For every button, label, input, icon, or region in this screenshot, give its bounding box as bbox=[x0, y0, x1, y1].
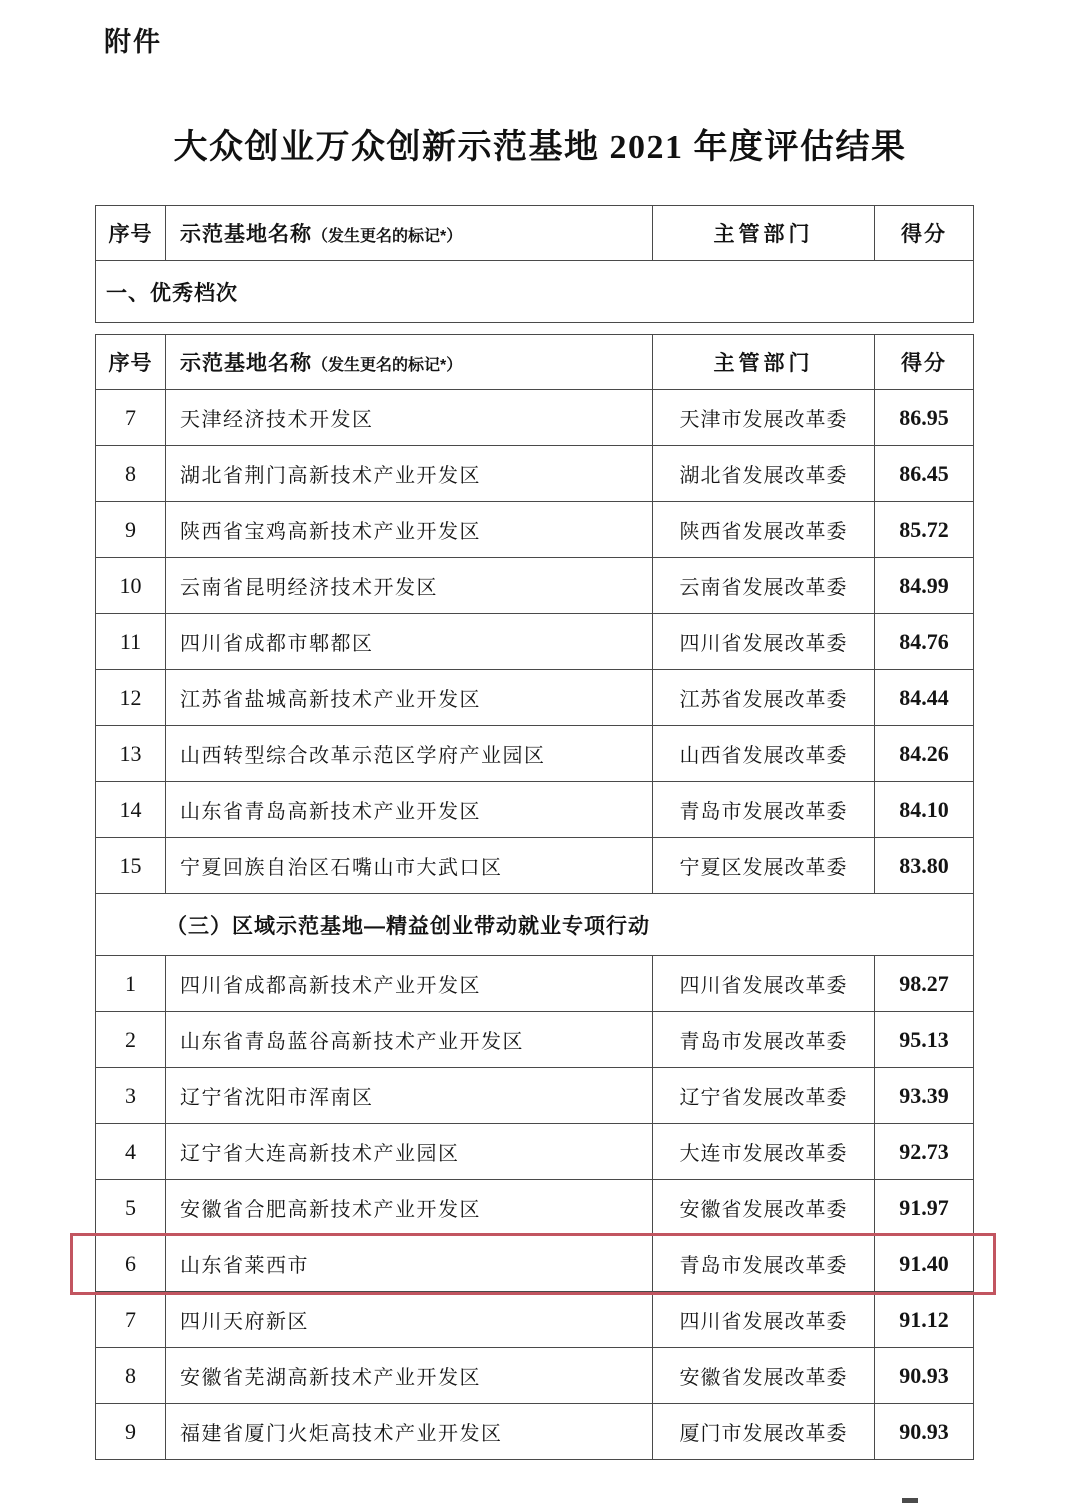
table-row bbox=[96, 614, 974, 670]
row-cell-score: 92.73 bbox=[875, 1124, 974, 1180]
row-cell-index: 10 bbox=[96, 558, 166, 614]
column-header-department-repeat: 主管部门 bbox=[653, 335, 875, 390]
table-row bbox=[96, 1404, 974, 1460]
row-cell-index: 4 bbox=[96, 1124, 166, 1180]
row-cell-name: 辽宁省沈阳市浑南区 bbox=[166, 1068, 653, 1124]
page-number-mark bbox=[902, 1498, 918, 1503]
table-row bbox=[96, 1236, 974, 1292]
row-cell-name: 云南省昆明经济技术开发区 bbox=[166, 558, 653, 614]
row-cell-department: 陕西省发展改革委 bbox=[653, 502, 875, 558]
column-header-score: 得分 bbox=[875, 206, 974, 261]
row-cell-score: 84.10 bbox=[875, 782, 974, 838]
table-body bbox=[96, 206, 974, 390]
table-row bbox=[96, 838, 974, 894]
row-cell-name: 四川省成都市郫都区 bbox=[166, 614, 653, 670]
row-cell-department: 安徽省发展改革委 bbox=[653, 1348, 875, 1404]
row-cell-score: 93.39 bbox=[875, 1068, 974, 1124]
row-cell-score: 98.27 bbox=[875, 956, 974, 1012]
row-cell-index: 8 bbox=[96, 1348, 166, 1404]
row-cell-name: 山西转型综合改革示范区学府产业园区 bbox=[166, 726, 653, 782]
row-cell-index: 12 bbox=[96, 670, 166, 726]
attachment-label: 附件 bbox=[104, 27, 162, 57]
row-cell-department: 云南省发展改革委 bbox=[653, 558, 875, 614]
row-cell-index: 7 bbox=[96, 1292, 166, 1348]
row-cell-department: 青岛市发展改革委 bbox=[653, 1236, 875, 1292]
column-header-department: 主管部门 bbox=[653, 206, 875, 261]
row-cell-index: 1 bbox=[96, 956, 166, 1012]
column-header-score-repeat: 得分 bbox=[875, 335, 974, 390]
section-row-excellent bbox=[96, 261, 974, 323]
row-cell-department: 天津市发展改革委 bbox=[653, 390, 875, 446]
row-cell-name: 四川天府新区 bbox=[166, 1292, 653, 1348]
row-cell-index: 13 bbox=[96, 726, 166, 782]
evaluation-table-container bbox=[95, 205, 973, 1460]
table-header-row-repeat bbox=[96, 335, 974, 390]
row-cell-index: 9 bbox=[96, 1404, 166, 1460]
column-header-name-main-repeat: 示范基地名称 bbox=[180, 352, 312, 375]
row-cell-index: 6 bbox=[96, 1236, 166, 1292]
row-cell-score: 84.44 bbox=[875, 670, 974, 726]
row-cell-score: 91.40 bbox=[875, 1236, 974, 1292]
column-header-name-note: （发生更名的标记*） bbox=[312, 228, 463, 245]
row-cell-name: 宁夏回族自治区石嘴山市大武口区 bbox=[166, 838, 653, 894]
table-gap-cell bbox=[96, 323, 974, 335]
row-cell-score: 84.26 bbox=[875, 726, 974, 782]
row-cell-department: 厦门市发展改革委 bbox=[653, 1404, 875, 1460]
column-header-index-repeat: 序号 bbox=[96, 335, 166, 390]
row-cell-name: 安徽省合肥高新技术产业开发区 bbox=[166, 1180, 653, 1236]
row-cell-name: 陕西省宝鸡高新技术产业开发区 bbox=[166, 502, 653, 558]
table-row bbox=[96, 1292, 974, 1348]
row-cell-name: 福建省厦门火炬高技术产业开发区 bbox=[166, 1404, 653, 1460]
row-cell-department: 四川省发展改革委 bbox=[653, 956, 875, 1012]
row-cell-name: 天津经济技术开发区 bbox=[166, 390, 653, 446]
row-cell-name: 山东省青岛高新技术产业开发区 bbox=[166, 782, 653, 838]
row-cell-index: 14 bbox=[96, 782, 166, 838]
row-cell-score: 85.72 bbox=[875, 502, 974, 558]
row-cell-index: 2 bbox=[96, 1012, 166, 1068]
row-cell-name: 湖北省荆门高新技术产业开发区 bbox=[166, 446, 653, 502]
row-cell-department: 江苏省发展改革委 bbox=[653, 670, 875, 726]
row-cell-department: 青岛市发展改革委 bbox=[653, 1012, 875, 1068]
page-title: 大众创业万众创新示范基地 2021 年度评估结果 bbox=[173, 129, 907, 166]
column-header-index: 序号 bbox=[96, 206, 166, 261]
table-gap-row bbox=[96, 323, 974, 335]
table-row bbox=[96, 1068, 974, 1124]
row-cell-name: 安徽省芜湖高新技术产业开发区 bbox=[166, 1348, 653, 1404]
row-cell-index: 8 bbox=[96, 446, 166, 502]
row-cell-index: 11 bbox=[96, 614, 166, 670]
section-label-excellent: 一、优秀档次 bbox=[96, 261, 974, 323]
row-cell-score: 95.13 bbox=[875, 1012, 974, 1068]
row-cell-name: 辽宁省大连高新技术产业园区 bbox=[166, 1124, 653, 1180]
table-row bbox=[96, 1348, 974, 1404]
row-cell-department: 湖北省发展改革委 bbox=[653, 446, 875, 502]
evaluation-table bbox=[95, 205, 974, 1460]
row-cell-score: 91.97 bbox=[875, 1180, 974, 1236]
table-row bbox=[96, 1180, 974, 1236]
row-cell-index: 3 bbox=[96, 1068, 166, 1124]
row-cell-department: 青岛市发展改革委 bbox=[653, 782, 875, 838]
row-cell-score: 83.80 bbox=[875, 838, 974, 894]
row-cell-index: 7 bbox=[96, 390, 166, 446]
table-row bbox=[96, 1124, 974, 1180]
column-header-name bbox=[166, 206, 653, 261]
row-cell-department: 大连市发展改革委 bbox=[653, 1124, 875, 1180]
row-cell-department: 四川省发展改革委 bbox=[653, 1292, 875, 1348]
row-cell-name: 江苏省盐城高新技术产业开发区 bbox=[166, 670, 653, 726]
row-cell-score: 86.45 bbox=[875, 446, 974, 502]
table-row bbox=[96, 446, 974, 502]
row-cell-score: 84.76 bbox=[875, 614, 974, 670]
row-cell-name: 四川省成都高新技术产业开发区 bbox=[166, 956, 653, 1012]
row-cell-index: 5 bbox=[96, 1180, 166, 1236]
row-cell-name: 山东省青岛蓝谷高新技术产业开发区 bbox=[166, 1012, 653, 1068]
table-row bbox=[96, 390, 974, 446]
row-cell-department: 辽宁省发展改革委 bbox=[653, 1068, 875, 1124]
rows-group-excellent bbox=[96, 390, 974, 894]
column-header-name-repeat bbox=[166, 335, 653, 390]
section-row-regional bbox=[96, 894, 974, 956]
section-label-regional: （三）区域示范基地—精益创业带动就业专项行动 bbox=[96, 894, 974, 956]
table-row bbox=[96, 1012, 974, 1068]
row-cell-department: 安徽省发展改革委 bbox=[653, 1180, 875, 1236]
column-header-name-note-repeat: （发生更名的标记*） bbox=[312, 357, 463, 374]
row-cell-department: 宁夏区发展改革委 bbox=[653, 838, 875, 894]
table-row bbox=[96, 726, 974, 782]
row-cell-score: 84.99 bbox=[875, 558, 974, 614]
row-cell-score: 90.93 bbox=[875, 1404, 974, 1460]
row-cell-score: 90.93 bbox=[875, 1348, 974, 1404]
row-cell-score: 86.95 bbox=[875, 390, 974, 446]
table-row bbox=[96, 956, 974, 1012]
row-cell-name: 山东省莱西市 bbox=[166, 1236, 653, 1292]
table-row bbox=[96, 670, 974, 726]
row-cell-department: 四川省发展改革委 bbox=[653, 614, 875, 670]
table-header-row-top bbox=[96, 206, 974, 261]
row-cell-index: 15 bbox=[96, 838, 166, 894]
table-row bbox=[96, 782, 974, 838]
row-cell-score: 91.12 bbox=[875, 1292, 974, 1348]
table-row bbox=[96, 558, 974, 614]
table-row bbox=[96, 502, 974, 558]
row-cell-department: 山西省发展改革委 bbox=[653, 726, 875, 782]
column-header-name-main: 示范基地名称 bbox=[180, 223, 312, 246]
rows-group-regional bbox=[96, 956, 974, 1460]
row-cell-index: 9 bbox=[96, 502, 166, 558]
